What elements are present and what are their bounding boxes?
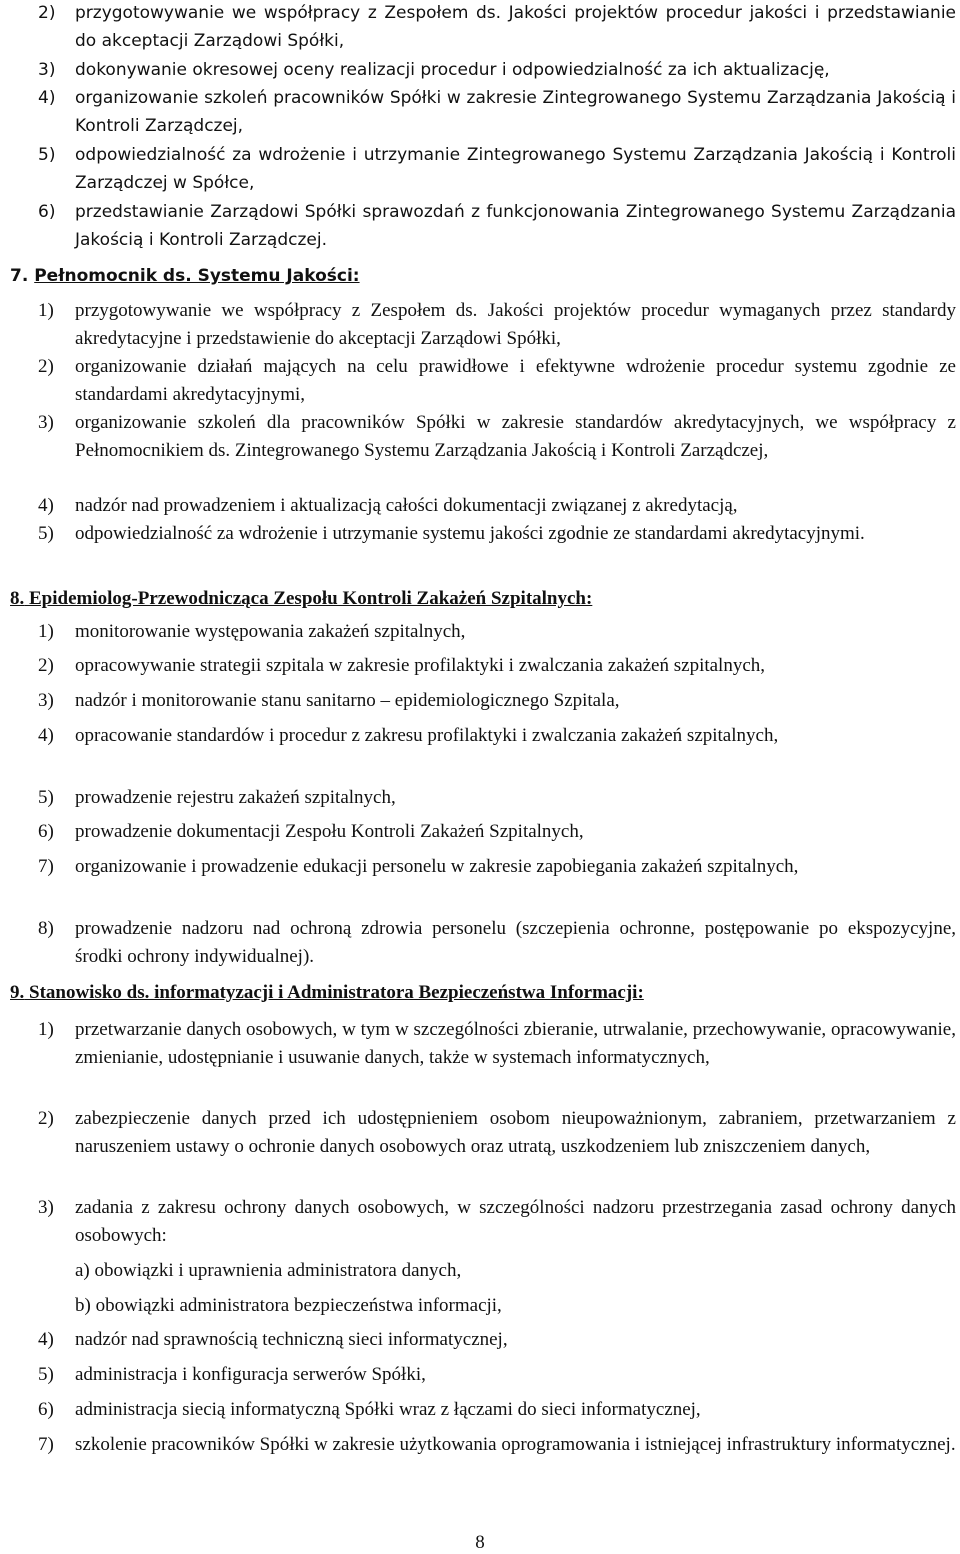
list-item (38, 1016, 956, 1071)
item-number: 3) (38, 60, 56, 80)
item-number: 6) (38, 821, 54, 842)
section-number: 9. (10, 982, 25, 1003)
list-item (38, 687, 956, 715)
section-title: Pełnomocnik ds. Systemu Jakości: (34, 266, 360, 286)
item-number: 4) (38, 725, 54, 746)
item-text: przedstawianie Zarządowi Spółki sprawozdań z funkcjonowania Zintegrowanego Systemu Zarządzania Jakością i Kontroli Zarządczej. (75, 202, 956, 250)
list-item (38, 1105, 956, 1160)
section-title: Epidemiolog-Przewodnicząca Zespołu Kontroli Zakażeń Szpitalnych: (29, 588, 593, 609)
item-number: 2) (38, 3, 56, 23)
item-number: 1) (38, 1019, 54, 1040)
item-text: dokonywanie okresowej oceny realizacji procedur i odpowiedzialność za ich aktualizację, (75, 60, 830, 80)
list-item (38, 618, 956, 646)
item-text: monitorowanie występowania zakażeń szpitalnych, (75, 621, 466, 642)
item-number: 5) (38, 145, 56, 165)
item-number: 1) (38, 621, 54, 642)
item-number: 2) (38, 1108, 54, 1129)
item-text: prowadzenie nadzoru nad ochroną zdrowia personelu (szczepienia ochronne, postępowanie po ekspozycyjne, środki ochrony indywidualnej). (75, 918, 956, 967)
item-text: organizowanie szkoleń pracowników Spółki w zakresie Zintegrowanego Systemu Zarządzania Jakością i Kontroli Zarządczej, (75, 88, 956, 136)
item-text: przygotowywanie we współpracy z Zespołem ds. Jakości projektów procedur wymaganych przez standardy akredytacyjne i przedstawienie do akceptacji Zarządowi Spółki, (75, 300, 956, 349)
item-number: 2) (38, 356, 54, 377)
item-text: prowadzenie dokumentacji Zespołu Kontroli Zakażeń Szpitalnych, (75, 821, 584, 842)
sub-item: b) obowiązki administratora bezpieczeństwa informacji, (75, 1295, 502, 1316)
list-item (38, 652, 956, 680)
item-number: 8) (38, 918, 54, 939)
item-text: przygotowywanie we współpracy z Zespołem ds. Jakości projektów procedur jakości i przedstawianie do akceptacji Zarządowi Spółki, (75, 3, 956, 51)
item-text: organizowanie i prowadzenie edukacji personelu w zakresie zapobiegania zakażeń szpitalnych, (75, 856, 799, 877)
section-heading-8 (10, 585, 592, 613)
item-text: nadzór nad prowadzeniem i aktualizacją całości dokumentacji związanej z akredytacją, (75, 495, 738, 516)
section-title: Stanowisko ds. informatyzacji i Administratora Bezpieczeństwa Informacji: (29, 982, 644, 1003)
item-number: 3) (38, 412, 54, 433)
list-item (38, 784, 956, 812)
item-text: szkolenie pracowników Spółki w zakresie użytkowania oprogramowania i istniejącej infrastruktury informatycznej. (75, 1434, 956, 1455)
section-heading-7 (10, 263, 360, 291)
item-text: zabezpieczenie danych przed ich udostępnieniem osobom nieupoważnionym, zabraniem, przetwarzaniem z naruszeniem ustawy o ochronie danych osobowych oraz utratą, uszkodzeniem lub zniszczeniem danych, (75, 1108, 956, 1157)
item-number: 3) (38, 1197, 54, 1218)
list-item (38, 520, 956, 548)
list-item (38, 915, 956, 970)
item-number: 1) (38, 300, 54, 321)
item-number: 2) (38, 655, 54, 676)
list-item (38, 409, 956, 464)
list-item (38, 1361, 956, 1389)
item-text: odpowiedzialność za wdrożenie i utrzymanie systemu jakości zgodnie ze standardami akredytacyjnymi. (75, 523, 865, 544)
item-number: 5) (38, 787, 54, 808)
item-number: 7) (38, 856, 54, 877)
item-text: odpowiedzialność za wdrożenie i utrzymanie Zintegrowanego Systemu Zarządzania Jakością i Kontroli Zarządczej w Spółce, (75, 145, 956, 193)
section-number: 8. (10, 588, 25, 609)
list-item (38, 853, 956, 881)
item-number: 4) (38, 1329, 54, 1350)
item-number: 4) (38, 88, 56, 108)
list-item (38, 199, 956, 254)
item-text: organizowanie szkoleń dla pracowników Spółki w zakresie standardów akredytacyjnych, we współpracy z Pełnomocnikiem ds. Zintegrowanego Systemu Zarządzania Jakością i Kontroli Zarządczej, (75, 412, 956, 461)
list-item (38, 722, 956, 750)
list-item (38, 1326, 956, 1354)
item-text: nadzór i monitorowanie stanu sanitarno – epidemiologicznego Szpitala, (75, 690, 620, 711)
item-text: prowadzenie rejestru zakażeń szpitalnych, (75, 787, 396, 808)
item-text: przetwarzanie danych osobowych, w tym w szczególności zbieranie, utrwalanie, przechowywanie, opracowywanie, zmienianie, udostępnianie i usuwanie danych, także w systemach informatycznych, (75, 1019, 956, 1068)
list-item (38, 0, 956, 55)
item-number: 5) (38, 1364, 54, 1385)
list-item (38, 818, 956, 846)
item-text: organizowanie działań mających na celu prawidłowe i efektywne wdrożenie procedur systemu zgodnie ze standardami akredytacyjnymi, (75, 356, 956, 405)
section-heading-9 (10, 979, 644, 1007)
list-item (38, 297, 956, 352)
item-text: opracowywanie strategii szpitala w zakresie profilaktyki i zwalczania zakażeń szpitalnych, (75, 655, 766, 676)
list-item (38, 353, 956, 408)
list-item (38, 492, 956, 520)
item-text: nadzór nad sprawnością techniczną sieci informatycznej, (75, 1329, 508, 1350)
item-number: 6) (38, 1399, 54, 1420)
list-item (38, 85, 956, 140)
section-number: 7. (10, 266, 29, 286)
item-text: administracja siecią informatyczną Spółki wraz z łączami do sieci informatycznej, (75, 1399, 701, 1420)
item-number: 3) (38, 690, 54, 711)
item-number: 5) (38, 523, 54, 544)
list-item (38, 1431, 956, 1459)
sub-item: a) obowiązki i uprawnienia administratora danych, (75, 1260, 462, 1281)
list-item (38, 142, 956, 197)
list-item (38, 1194, 956, 1249)
page-number: 8 (475, 1532, 485, 1553)
item-text: administracja i konfiguracja serwerów Spółki, (75, 1364, 426, 1385)
item-text: zadania z zakresu ochrony danych osobowych, w szczególności nadzoru przestrzegania zasad ochrony danych osobowych: (75, 1197, 956, 1246)
item-number: 6) (38, 202, 56, 222)
item-number: 4) (38, 495, 54, 516)
list-item (38, 1396, 956, 1424)
item-number: 7) (38, 1434, 54, 1455)
item-text: opracowanie standardów i procedur z zakresu profilaktyki i zwalczania zakażeń szpitalnych, (75, 725, 779, 746)
list-item (38, 57, 956, 85)
